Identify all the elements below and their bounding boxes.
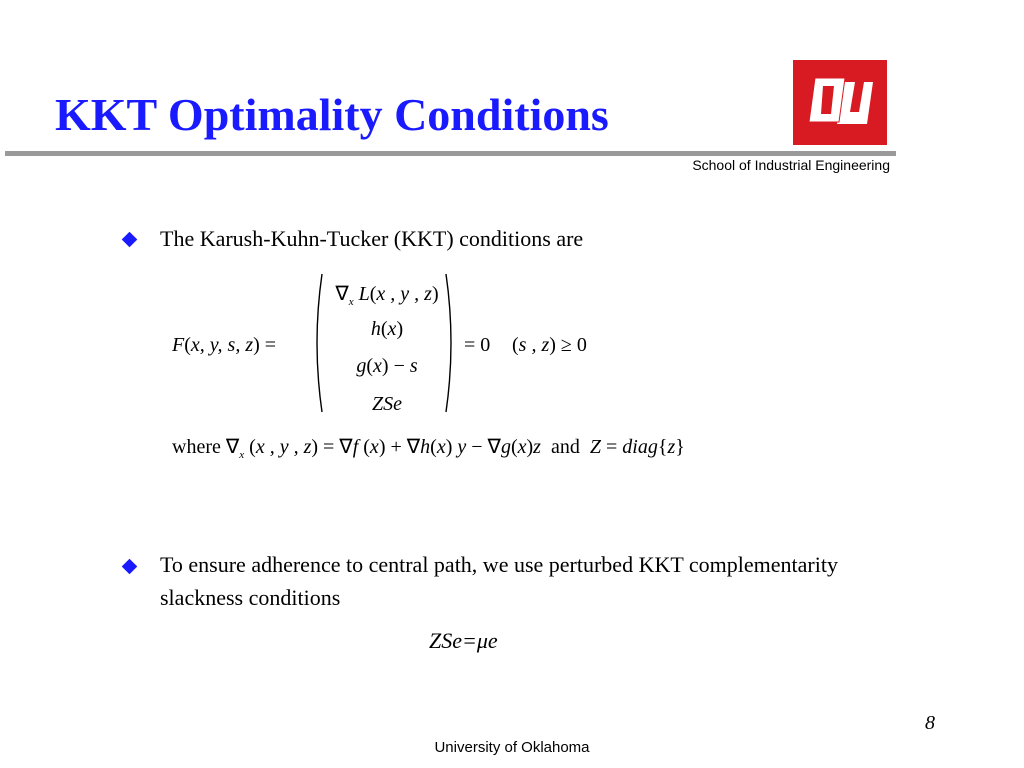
page-number: 8 [925,712,935,734]
matrix-row-4: ZSe [372,393,402,415]
bullet-icon [122,559,138,575]
equation-lhs: F(x, y, s, z) = [172,334,277,356]
equation-constraint: (s , z) ≥ 0 [512,334,587,356]
where-clause: where $\nabla_x$ (x , y , z) = ∇f (x) + ∇h(x) y − ∇g(x)z and Z = diag{z} [172,436,685,461]
school-name: School of Industrial Engineering [692,157,890,173]
matrix-left-paren [310,272,324,414]
matrix-row-1: $\nabla_x$ L(x , y , z) [335,283,439,308]
footer-university: University of Oklahoma [434,739,590,756]
bullet-icon [122,232,138,248]
bullet-text-2: To ensure adherence to central path, we use perturbed KKT complementarity slackness conditions [160,552,838,610]
slide-title: KKT Optimality Conditions [55,89,609,140]
matrix-row-2: h(x) [370,318,404,340]
bullet-text-1: The Karush-Kuhn-Tucker (KKT) conditions are [160,226,584,251]
equation-rhs: = 0 [464,334,491,356]
ou-logo [793,60,887,145]
perturbed-condition: ZSe=μe [429,628,498,653]
title-divider [5,151,896,156]
ou-logo-icon [793,60,887,145]
matrix-row-3: g(x) − s [356,355,418,377]
matrix-right-paren [444,272,458,414]
